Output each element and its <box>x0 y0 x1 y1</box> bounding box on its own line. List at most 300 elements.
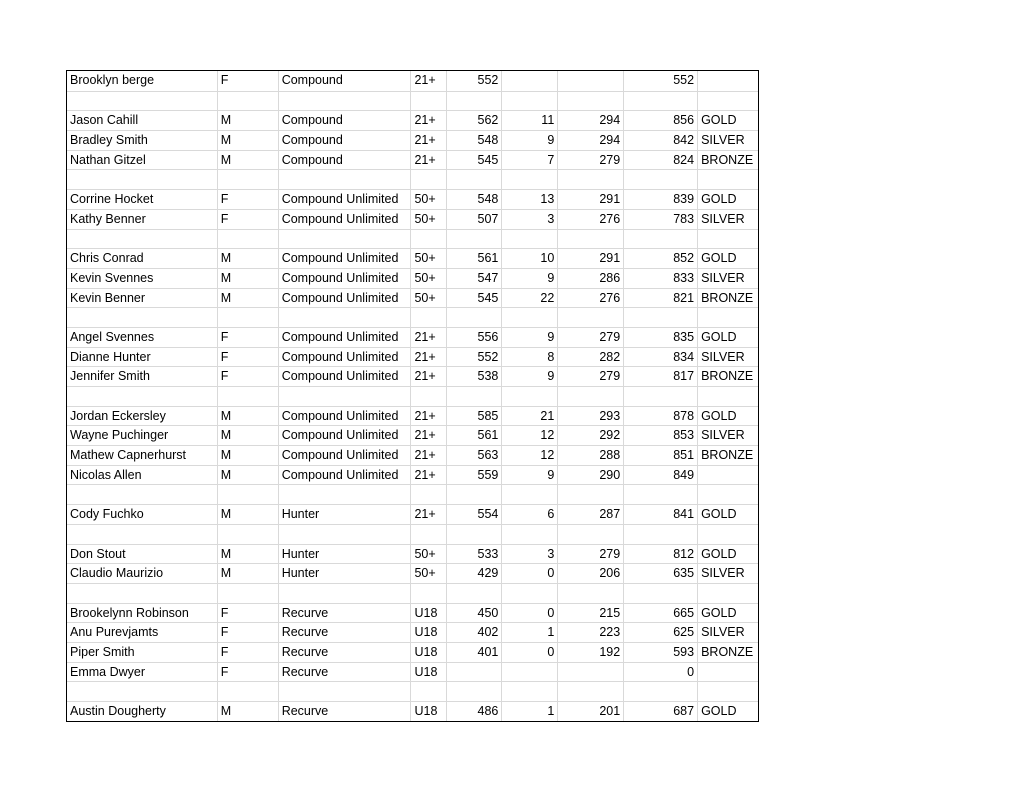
gender-cell[interactable]: F <box>217 623 278 642</box>
score1-cell[interactable] <box>446 584 501 603</box>
score1-cell[interactable] <box>446 485 501 504</box>
x-count-cell[interactable]: 9 <box>501 466 557 485</box>
division-cell[interactable]: Compound Unlimited <box>278 407 411 426</box>
division-cell[interactable]: Compound <box>278 111 411 130</box>
score2-cell[interactable]: 279 <box>557 367 623 386</box>
name-cell[interactable] <box>67 485 217 504</box>
age-cell[interactable]: 21+ <box>410 367 446 386</box>
age-cell[interactable]: 50+ <box>410 269 446 288</box>
x-count-cell[interactable]: 21 <box>501 407 557 426</box>
gender-cell[interactable]: M <box>217 702 278 721</box>
name-cell[interactable] <box>67 92 217 111</box>
name-cell[interactable]: Claudio Maurizio <box>70 566 164 581</box>
division-cell[interactable]: Compound Unlimited <box>278 249 411 268</box>
age-cell[interactable] <box>410 485 446 504</box>
division-cell[interactable]: Compound Unlimited <box>278 210 411 229</box>
gender-cell[interactable]: M <box>217 269 278 288</box>
name-cell[interactable]: Corrine Hocket <box>70 192 154 207</box>
score2-cell[interactable] <box>557 308 623 327</box>
name-cell[interactable]: Austin Dougherty <box>70 704 166 718</box>
name-cell[interactable] <box>67 584 217 603</box>
age-cell[interactable]: 21+ <box>410 466 446 485</box>
total-cell[interactable]: 824 <box>623 151 697 170</box>
age-cell[interactable]: 21+ <box>410 348 446 367</box>
gender-cell[interactable]: F <box>217 604 278 623</box>
score2-cell[interactable] <box>557 170 623 189</box>
total-cell[interactable]: 839 <box>623 190 697 209</box>
medal-cell[interactable] <box>697 584 758 603</box>
medal-cell[interactable]: GOLD <box>697 190 758 209</box>
gender-cell[interactable]: M <box>217 407 278 426</box>
division-cell[interactable]: Compound Unlimited <box>278 190 411 209</box>
score2-cell[interactable]: 291 <box>557 190 623 209</box>
medal-cell[interactable] <box>697 71 758 91</box>
division-cell[interactable]: Recurve <box>278 663 411 682</box>
medal-cell[interactable] <box>697 466 758 485</box>
division-cell[interactable] <box>278 682 411 701</box>
age-cell[interactable]: U18 <box>410 663 446 682</box>
score1-cell[interactable]: 450 <box>446 604 501 623</box>
x-count-cell[interactable]: 9 <box>501 367 557 386</box>
age-cell[interactable]: 50+ <box>410 289 446 308</box>
score1-cell[interactable]: 562 <box>446 111 501 130</box>
gender-cell[interactable]: F <box>217 190 278 209</box>
gender-cell[interactable]: F <box>217 71 278 91</box>
medal-cell[interactable]: SILVER <box>697 623 758 642</box>
medal-cell[interactable]: BRONZE <box>697 367 758 386</box>
score1-cell[interactable]: 533 <box>446 545 501 564</box>
age-cell[interactable] <box>410 584 446 603</box>
x-count-cell[interactable] <box>501 525 557 544</box>
total-cell[interactable] <box>623 485 697 504</box>
x-count-cell[interactable]: 8 <box>501 348 557 367</box>
total-cell[interactable] <box>623 230 697 249</box>
age-cell[interactable] <box>410 387 446 406</box>
score2-cell[interactable]: 288 <box>557 446 623 465</box>
gender-cell[interactable]: F <box>217 328 278 347</box>
gender-cell[interactable]: M <box>217 249 278 268</box>
table-row <box>67 288 758 308</box>
score2-cell[interactable] <box>557 663 623 682</box>
x-count-cell[interactable] <box>501 485 557 504</box>
total-cell[interactable]: 812 <box>623 545 697 564</box>
name-cell[interactable]: Nathan Gitzel <box>70 152 146 167</box>
x-count-cell[interactable] <box>501 663 557 682</box>
medal-cell[interactable]: SILVER <box>697 131 758 150</box>
score2-cell[interactable] <box>557 92 623 111</box>
x-count-cell[interactable]: 10 <box>501 249 557 268</box>
gender-cell[interactable]: M <box>217 545 278 564</box>
gender-cell[interactable]: F <box>217 210 278 229</box>
name-cell[interactable]: Mathew Capnerhurst <box>70 448 187 463</box>
division-cell[interactable]: Hunter <box>278 545 411 564</box>
medal-cell[interactable] <box>697 92 758 111</box>
age-cell[interactable]: 50+ <box>410 249 446 268</box>
score2-cell[interactable]: 292 <box>557 426 623 445</box>
medal-cell[interactable]: GOLD <box>697 407 758 426</box>
score1-cell[interactable]: 402 <box>446 623 501 642</box>
gender-cell[interactable] <box>217 485 278 504</box>
name-cell[interactable]: Jason Cahill <box>70 113 139 128</box>
age-cell[interactable]: U18 <box>410 604 446 623</box>
medal-cell[interactable]: GOLD <box>697 111 758 130</box>
total-cell[interactable] <box>623 525 697 544</box>
total-cell[interactable]: 0 <box>623 663 697 682</box>
division-cell[interactable]: Recurve <box>278 623 411 642</box>
gender-cell[interactable]: M <box>217 505 278 524</box>
medal-cell[interactable] <box>697 485 758 504</box>
gender-cell[interactable] <box>217 682 278 701</box>
gender-cell[interactable]: F <box>217 643 278 662</box>
age-cell[interactable]: 21+ <box>410 71 446 91</box>
gender-cell[interactable] <box>217 584 278 603</box>
division-cell[interactable]: Compound <box>278 131 411 150</box>
score2-cell[interactable]: 293 <box>557 407 623 426</box>
medal-cell[interactable] <box>697 170 758 189</box>
x-count-cell[interactable]: 7 <box>501 151 557 170</box>
score1-cell[interactable] <box>446 92 501 111</box>
medal-cell[interactable] <box>697 682 758 701</box>
gender-cell[interactable]: M <box>217 564 278 583</box>
score1-cell[interactable]: 545 <box>446 151 501 170</box>
score1-cell[interactable]: 563 <box>446 446 501 465</box>
name-cell[interactable] <box>67 387 217 406</box>
x-count-cell[interactable]: 3 <box>501 210 557 229</box>
total-cell[interactable]: 851 <box>623 446 697 465</box>
division-cell[interactable]: Recurve <box>278 643 411 662</box>
score1-cell[interactable]: 545 <box>446 289 501 308</box>
score1-cell[interactable]: 552 <box>446 348 501 367</box>
total-cell[interactable]: 856 <box>623 111 697 130</box>
total-cell[interactable] <box>623 387 697 406</box>
name-cell[interactable]: Kathy Benner <box>70 211 146 226</box>
total-cell[interactable]: 841 <box>623 505 697 524</box>
name-cell[interactable]: Brooklyn berge <box>70 73 155 87</box>
score1-cell[interactable]: 548 <box>446 190 501 209</box>
division-cell[interactable] <box>278 387 411 406</box>
x-count-cell[interactable]: 0 <box>501 643 557 662</box>
gender-cell[interactable]: M <box>217 426 278 445</box>
score1-cell[interactable] <box>446 682 501 701</box>
x-count-cell[interactable]: 22 <box>501 289 557 308</box>
score1-cell[interactable]: 401 <box>446 643 501 662</box>
age-cell[interactable]: 21+ <box>410 131 446 150</box>
x-count-cell[interactable]: 12 <box>501 446 557 465</box>
medal-cell[interactable]: BRONZE <box>697 151 758 170</box>
division-cell[interactable] <box>278 485 411 504</box>
division-cell[interactable]: Compound <box>278 151 411 170</box>
score2-cell[interactable] <box>557 485 623 504</box>
age-cell[interactable] <box>410 682 446 701</box>
division-cell[interactable] <box>278 170 411 189</box>
score1-cell[interactable]: 548 <box>446 131 501 150</box>
score1-cell[interactable]: 554 <box>446 505 501 524</box>
score2-cell[interactable]: 291 <box>557 249 623 268</box>
name-cell[interactable]: Anu Purevjamts <box>70 625 159 640</box>
age-cell[interactable]: 50+ <box>410 190 446 209</box>
age-cell[interactable]: U18 <box>410 623 446 642</box>
score2-cell[interactable]: 282 <box>557 348 623 367</box>
total-cell[interactable]: 635 <box>623 564 697 583</box>
age-cell[interactable]: 21+ <box>410 505 446 524</box>
x-count-cell[interactable]: 9 <box>501 269 557 288</box>
score1-cell[interactable]: 561 <box>446 249 501 268</box>
x-count-cell[interactable] <box>501 170 557 189</box>
table-row <box>67 425 758 445</box>
score2-cell[interactable]: 294 <box>557 131 623 150</box>
division-cell[interactable] <box>278 525 411 544</box>
x-count-cell[interactable] <box>501 71 557 91</box>
total-cell[interactable]: 665 <box>623 604 697 623</box>
name-cell[interactable]: Cody Fuchko <box>70 507 144 522</box>
medal-cell[interactable] <box>697 230 758 249</box>
medal-cell[interactable]: SILVER <box>697 348 758 367</box>
medal-cell[interactable]: BRONZE <box>697 446 758 465</box>
age-cell[interactable]: 21+ <box>410 446 446 465</box>
division-cell[interactable] <box>278 308 411 327</box>
age-cell[interactable] <box>410 92 446 111</box>
medal-cell[interactable] <box>697 525 758 544</box>
division-cell[interactable]: Compound <box>278 71 411 91</box>
score1-cell[interactable]: 547 <box>446 269 501 288</box>
total-cell[interactable] <box>623 308 697 327</box>
score1-cell[interactable]: 585 <box>446 407 501 426</box>
division-cell[interactable]: Compound Unlimited <box>278 367 411 386</box>
age-cell[interactable]: 21+ <box>410 151 446 170</box>
age-cell[interactable] <box>410 230 446 249</box>
age-cell[interactable] <box>410 525 446 544</box>
name-cell[interactable]: Chris Conrad <box>70 251 144 266</box>
score2-cell[interactable]: 192 <box>557 643 623 662</box>
division-cell[interactable]: Recurve <box>278 604 411 623</box>
total-cell[interactable] <box>623 584 697 603</box>
score1-cell[interactable]: 561 <box>446 426 501 445</box>
division-cell[interactable]: Compound Unlimited <box>278 328 411 347</box>
score2-cell[interactable]: 206 <box>557 564 623 583</box>
score1-cell[interactable]: 552 <box>446 71 501 91</box>
name-cell[interactable]: Dianne Hunter <box>70 349 151 364</box>
x-count-cell[interactable] <box>501 584 557 603</box>
medal-cell[interactable]: SILVER <box>697 210 758 229</box>
division-cell[interactable]: Compound Unlimited <box>278 269 411 288</box>
age-cell[interactable]: 50+ <box>410 564 446 583</box>
score1-cell[interactable]: 507 <box>446 210 501 229</box>
x-count-cell[interactable]: 6 <box>501 505 557 524</box>
age-cell[interactable]: 21+ <box>410 328 446 347</box>
medal-cell[interactable]: GOLD <box>697 545 758 564</box>
score2-cell[interactable] <box>557 682 623 701</box>
medal-cell[interactable]: BRONZE <box>697 289 758 308</box>
medal-cell[interactable] <box>697 663 758 682</box>
total-cell[interactable]: 835 <box>623 328 697 347</box>
x-count-cell[interactable]: 1 <box>501 702 557 721</box>
division-cell[interactable]: Compound Unlimited <box>278 466 411 485</box>
score2-cell[interactable]: 279 <box>557 545 623 564</box>
x-count-cell[interactable]: 0 <box>501 564 557 583</box>
division-cell[interactable] <box>278 584 411 603</box>
gender-cell[interactable]: M <box>217 151 278 170</box>
score1-cell[interactable] <box>446 663 501 682</box>
division-cell[interactable]: Hunter <box>278 564 411 583</box>
score1-cell[interactable]: 429 <box>446 564 501 583</box>
division-cell[interactable]: Compound Unlimited <box>278 426 411 445</box>
name-cell[interactable]: Brookelynn Robinson <box>70 605 189 620</box>
medal-cell[interactable] <box>697 308 758 327</box>
age-cell[interactable]: U18 <box>410 643 446 662</box>
age-cell[interactable]: 50+ <box>410 210 446 229</box>
division-cell[interactable]: Compound Unlimited <box>278 446 411 465</box>
name-cell[interactable] <box>67 682 217 701</box>
age-cell[interactable]: 21+ <box>410 407 446 426</box>
total-cell[interactable] <box>623 170 697 189</box>
name-cell[interactable]: Wayne Puchinger <box>70 428 169 443</box>
score1-cell[interactable] <box>446 387 501 406</box>
division-cell[interactable]: Compound Unlimited <box>278 348 411 367</box>
total-cell[interactable]: 817 <box>623 367 697 386</box>
gender-cell[interactable]: F <box>217 348 278 367</box>
total-cell[interactable]: 842 <box>623 131 697 150</box>
gender-cell[interactable]: M <box>217 446 278 465</box>
x-count-cell[interactable]: 3 <box>501 545 557 564</box>
gender-cell[interactable] <box>217 170 278 189</box>
score2-cell[interactable]: 279 <box>557 328 623 347</box>
score1-cell[interactable] <box>446 230 501 249</box>
medal-cell[interactable]: SILVER <box>697 269 758 288</box>
score2-cell[interactable] <box>557 71 623 91</box>
total-cell[interactable]: 552 <box>623 71 697 91</box>
x-count-cell[interactable] <box>501 308 557 327</box>
medal-cell[interactable]: GOLD <box>697 702 758 721</box>
name-cell[interactable]: Kevin Svennes <box>70 270 154 285</box>
x-count-cell[interactable]: 9 <box>501 131 557 150</box>
score2-cell[interactable]: 223 <box>557 623 623 642</box>
division-cell[interactable] <box>278 92 411 111</box>
age-cell[interactable]: U18 <box>410 702 446 721</box>
name-cell[interactable]: Jordan Eckersley <box>70 408 166 423</box>
total-cell[interactable]: 833 <box>623 269 697 288</box>
division-cell[interactable]: Recurve <box>278 702 411 721</box>
gender-cell[interactable]: M <box>217 131 278 150</box>
name-cell[interactable]: Don Stout <box>70 546 126 561</box>
score1-cell[interactable]: 486 <box>446 702 501 721</box>
name-cell[interactable] <box>67 170 217 189</box>
age-cell[interactable]: 21+ <box>410 111 446 130</box>
total-cell[interactable]: 834 <box>623 348 697 367</box>
total-cell[interactable]: 852 <box>623 249 697 268</box>
age-cell[interactable] <box>410 170 446 189</box>
score2-cell[interactable]: 201 <box>557 702 623 721</box>
medal-cell[interactable]: GOLD <box>697 249 758 268</box>
total-cell[interactable] <box>623 92 697 111</box>
gender-cell[interactable] <box>217 525 278 544</box>
gender-cell[interactable]: M <box>217 289 278 308</box>
name-cell[interactable]: Kevin Benner <box>70 290 146 305</box>
x-count-cell[interactable] <box>501 387 557 406</box>
x-count-cell[interactable]: 9 <box>501 328 557 347</box>
total-cell[interactable]: 849 <box>623 466 697 485</box>
score1-cell[interactable]: 559 <box>446 466 501 485</box>
total-cell[interactable]: 593 <box>623 643 697 662</box>
table-row <box>67 544 758 564</box>
gender-cell[interactable]: F <box>217 663 278 682</box>
name-cell[interactable]: Nicolas Allen <box>70 467 142 482</box>
age-cell[interactable]: 50+ <box>410 545 446 564</box>
name-cell[interactable] <box>67 230 217 249</box>
medal-cell[interactable] <box>697 387 758 406</box>
age-cell[interactable]: 21+ <box>410 426 446 445</box>
total-cell[interactable]: 853 <box>623 426 697 445</box>
score2-cell[interactable]: 294 <box>557 111 623 130</box>
medal-cell[interactable]: SILVER <box>697 564 758 583</box>
name-cell[interactable] <box>67 525 217 544</box>
x-count-cell[interactable] <box>501 230 557 249</box>
score1-cell[interactable] <box>446 308 501 327</box>
score1-cell[interactable]: 556 <box>446 328 501 347</box>
total-cell[interactable]: 783 <box>623 210 697 229</box>
score2-cell[interactable]: 287 <box>557 505 623 524</box>
name-cell[interactable] <box>67 308 217 327</box>
gender-cell[interactable]: M <box>217 111 278 130</box>
score2-cell[interactable]: 279 <box>557 151 623 170</box>
score1-cell[interactable] <box>446 170 501 189</box>
division-cell[interactable]: Compound Unlimited <box>278 289 411 308</box>
name-cell[interactable]: Jennifer Smith <box>70 369 150 384</box>
x-count-cell[interactable] <box>501 92 557 111</box>
x-count-cell[interactable]: 0 <box>501 604 557 623</box>
score2-cell[interactable]: 276 <box>557 289 623 308</box>
medal-cell[interactable]: SILVER <box>697 426 758 445</box>
total-cell[interactable]: 878 <box>623 407 697 426</box>
total-cell[interactable] <box>623 682 697 701</box>
score1-cell[interactable] <box>446 525 501 544</box>
gender-cell[interactable] <box>217 230 278 249</box>
score2-cell[interactable]: 286 <box>557 269 623 288</box>
division-cell[interactable] <box>278 230 411 249</box>
gender-cell[interactable] <box>217 92 278 111</box>
score2-cell[interactable] <box>557 584 623 603</box>
x-count-cell[interactable]: 12 <box>501 426 557 445</box>
gender-cell[interactable] <box>217 308 278 327</box>
gender-cell[interactable] <box>217 387 278 406</box>
total-cell[interactable]: 625 <box>623 623 697 642</box>
score2-cell[interactable]: 215 <box>557 604 623 623</box>
medal-cell[interactable]: BRONZE <box>697 643 758 662</box>
medal-cell[interactable]: GOLD <box>697 604 758 623</box>
score2-cell[interactable] <box>557 387 623 406</box>
total-cell[interactable]: 821 <box>623 289 697 308</box>
age-cell[interactable] <box>410 308 446 327</box>
x-count-cell[interactable]: 11 <box>501 111 557 130</box>
x-count-cell[interactable]: 1 <box>501 623 557 642</box>
total-cell[interactable]: 687 <box>623 702 697 721</box>
score2-cell[interactable]: 290 <box>557 466 623 485</box>
gender-cell[interactable]: M <box>217 466 278 485</box>
score2-cell[interactable] <box>557 230 623 249</box>
x-count-cell[interactable]: 13 <box>501 190 557 209</box>
name-cell[interactable]: Bradley Smith <box>70 133 148 148</box>
name-cell[interactable]: Emma Dwyer <box>70 664 146 679</box>
score2-cell[interactable] <box>557 525 623 544</box>
division-cell[interactable]: Hunter <box>278 505 411 524</box>
score2-cell[interactable]: 276 <box>557 210 623 229</box>
medal-cell[interactable]: GOLD <box>697 328 758 347</box>
gender-cell[interactable]: F <box>217 367 278 386</box>
x-count-cell[interactable] <box>501 682 557 701</box>
name-cell[interactable]: Angel Svennes <box>70 329 155 344</box>
medal-cell[interactable]: GOLD <box>697 505 758 524</box>
score1-cell[interactable]: 538 <box>446 367 501 386</box>
name-cell[interactable]: Piper Smith <box>70 644 135 659</box>
